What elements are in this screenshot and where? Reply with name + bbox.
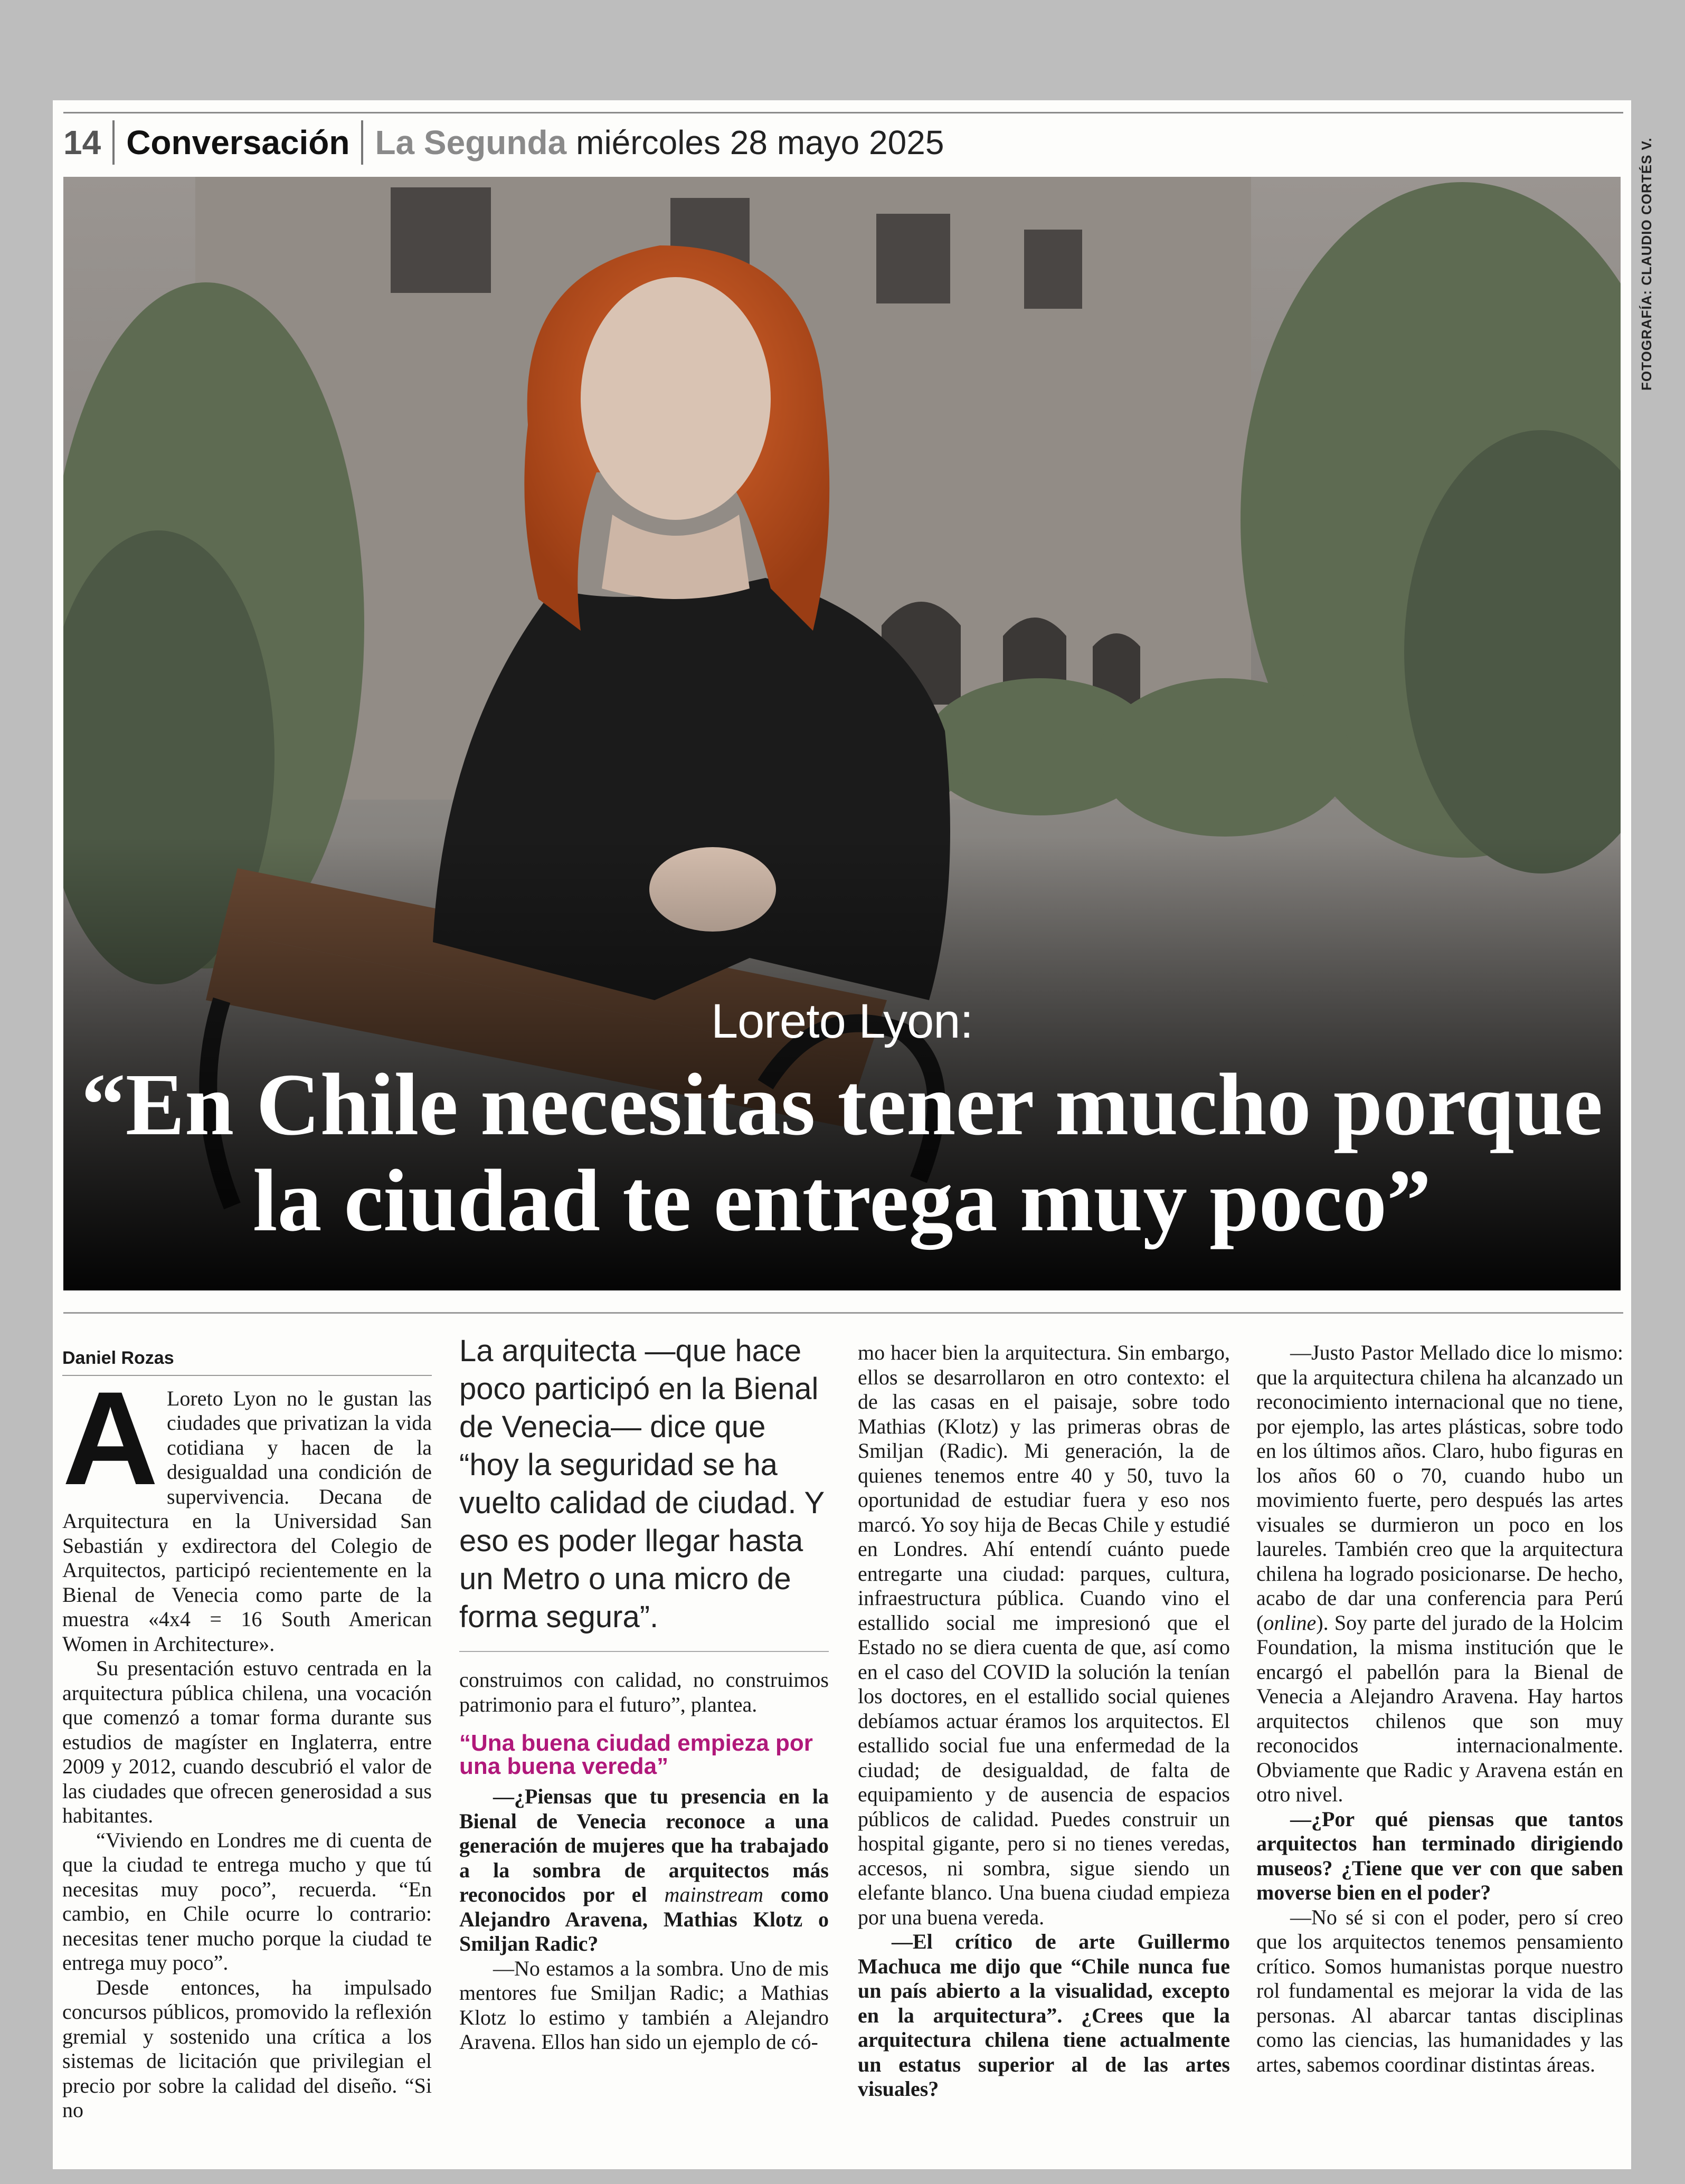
paragraph: “Viviendo en Londres me di cuenta de que la ciudad te entrega mucho y que tú necesitas muy poco”, recuerda. “En cambio, en Chile ocurre lo contrario: necesitas tener mucho porque la ciudad te entrega muy poco”. [62, 1828, 432, 1974]
answer: —No estamos a la sombra. Uno de mis mentores fue Smiljan Radic; a Mathias Klotz lo estimo y también a Alejandro Aravena. Ellos han sido un ejemplo de có- [459, 1956, 829, 2054]
paragraph: Desde entonces, ha impulsado concursos públicos, promovido la reflexión gremial y sostenido una crítica a los sistemas de licitación que privilegian el precio por sobre la calidad del diseño. “Si no [62, 1975, 432, 2122]
page-number: 14 [63, 120, 115, 165]
question [459, 1784, 829, 1957]
headline: “En Chile necesitas tener mucho porque la ciudad te entrega muy poco” [81, 1056, 1603, 1250]
answer-emphasis: online [1263, 1610, 1317, 1635]
article-column-2 [459, 1334, 829, 2055]
question-text: como Alejandro Aravena, Mathias Klotz o Smiljan Radic? [459, 1883, 829, 1955]
answer: —No sé si con el poder, pero sí creo que los arquitectos tenemos pensamiento crítico. Somos humanistas porque nuestro rol fundamental es mejorar la vida de las personas. Al abarcar tantas disciplinas como las ciencias, las humanidades y las artes, sabemos coordinar distintas áreas. [1256, 1905, 1623, 2076]
byline: Daniel Rozas [62, 1346, 432, 1376]
newspaper-name: La Segunda [375, 124, 567, 162]
answer-text: —Justo Pastor Mellado dice lo mismo: que la arquitectura chilena ha alcanzado un reconocimiento internacional que no tiene, por ejemplo, las artes plásticas, sobre todo en los últimos años. Claro, hubo figuras en los años 60 o 70, cuando hubo un movimiento fuerte, pero después las artes visuales se durmieron un poco en los laureles. También creo que la arquitectura chilena ha logrado posicionarse. De hecho, acabo de dar una conferencia para Perú ( [1256, 1341, 1623, 1635]
answer: mo hacer bien la arquitectura. Sin embargo, ellos se desarrollaron en otro contexto: el de las casas en el paisaje, sobre todo Mathias (Klotz) y las primeras obras de Smiljan (Radic). Mi generación, la de quienes tenemos entre 40 y 50, tuvo la oportunidad de estudiar fuera y eso nos marcó. Yo soy hija de Becas Chile y estudié en Londres. Ahí entendí cuánto puede entregarte una ciudad: parques, cultura, infraestructura pública. Cuando vino el estallido social me impresionó que el Estado no se diera cuenta de que, así como en el caso del COVID la solución la tenían los doctores, en el estallido social quienes debíamos actuar éramos los arquitectos. El estallido social fue una enfermedad de la ciudad; de desigualdad, de falta de equipamiento y de ausencia de espacios públicos de calidad. Puedes construir un hospital gigante, pero si no tienes veredas, accesos, ni sombra, sigue siendo un elefante blanco. Una buena ciudad empieza por una buena vereda. [858, 1341, 1230, 1929]
paragraph: Su presentación estuvo centrada en la arquitectura pública chilena, una vocación que comenzó a tomar forma durante sus estudios de magíster en Inglaterra, entre 2009 y 2012, cuando descubrió el valor de las ciudades que ofrecen generosidad a sus habitantes. [62, 1656, 432, 1827]
photo-credit [1621, 137, 1654, 391]
title-block [63, 992, 1621, 1249]
page-header [63, 113, 1623, 172]
lead-text: Loreto Lyon no le gustan las ciudades que privatizan la vida cotidiana y hacen de la desigualdad una condición de supervivencia. Decana de Arquitectura en la Universidad San Sebastián y exdirectora del Colegio de Arquitectos, participó recientemente en la Bienal de Venecia como parte de la muestra «4x4 = 16 South American Women in Architecture». [62, 1386, 432, 1656]
answer-text: ). Soy parte del jurado de la Holcim Foundation, la misma institución que le encargó el pabellón para la Bienal de Venecia a Alejandro Aravena. Hay hartos arquitectos chilenos que son muy reconocidos internacionalmente. Obviamente que Radic y Aravena están en otro nivel. [1256, 1610, 1623, 1806]
subheading: “Una buena ciudad empieza por una buena vereda” [459, 1730, 813, 1779]
question: —El crítico de arte Guillermo Machuca me dijo que “Chile nunca fue un país abierto a la visualidad, excepto en la arquitectura”. ¿Crees que la arquitectura chilena tiene actualmente un estatus superior al de las artes visuales? [858, 1930, 1230, 2101]
question-text: —¿Piensas que tu presencia en la Bienal de Venecia reconoce a una generación de mujeres que ha trabajado a la sombra de arquitectos más reconocidos por el [459, 1784, 829, 1906]
photo-credit-text: FOTOGRAFÍA: CLAUDIO CORTÉS V. [1639, 137, 1654, 391]
answer [1256, 1341, 1623, 1807]
article-column-4 [1256, 1341, 1623, 2077]
lead-paragraph [62, 1364, 432, 1657]
section-name: Conversación [115, 120, 363, 165]
drop-cap: A [62, 1364, 158, 1513]
article-column-3 [858, 1341, 1230, 2102]
article-column-1 [62, 1341, 432, 2123]
question-emphasis: mainstream [664, 1883, 763, 1906]
interviewee-name: Loreto Lyon: [711, 994, 973, 1048]
section-divider [63, 1312, 1623, 1314]
pull-quote: La arquitecta —que hace poco participó en la Bienal de Venecia— dice que “hoy la seguridad se ha vuelto calidad de ciudad. Y eso es poder llegar hasta un Metro o una micro de forma segura”. [459, 1332, 829, 1652]
paragraph: construimos con calidad, no construimos patrimonio para el futuro”, plantea. [459, 1668, 829, 1716]
question: —¿Por qué piensas que tantos arquitectos han terminado dirigiendo museos? ¿Tiene que ver con que saben moverse bien en el poder? [1256, 1807, 1623, 1904]
issue-date: miércoles 28 mayo 2025 [576, 124, 944, 162]
